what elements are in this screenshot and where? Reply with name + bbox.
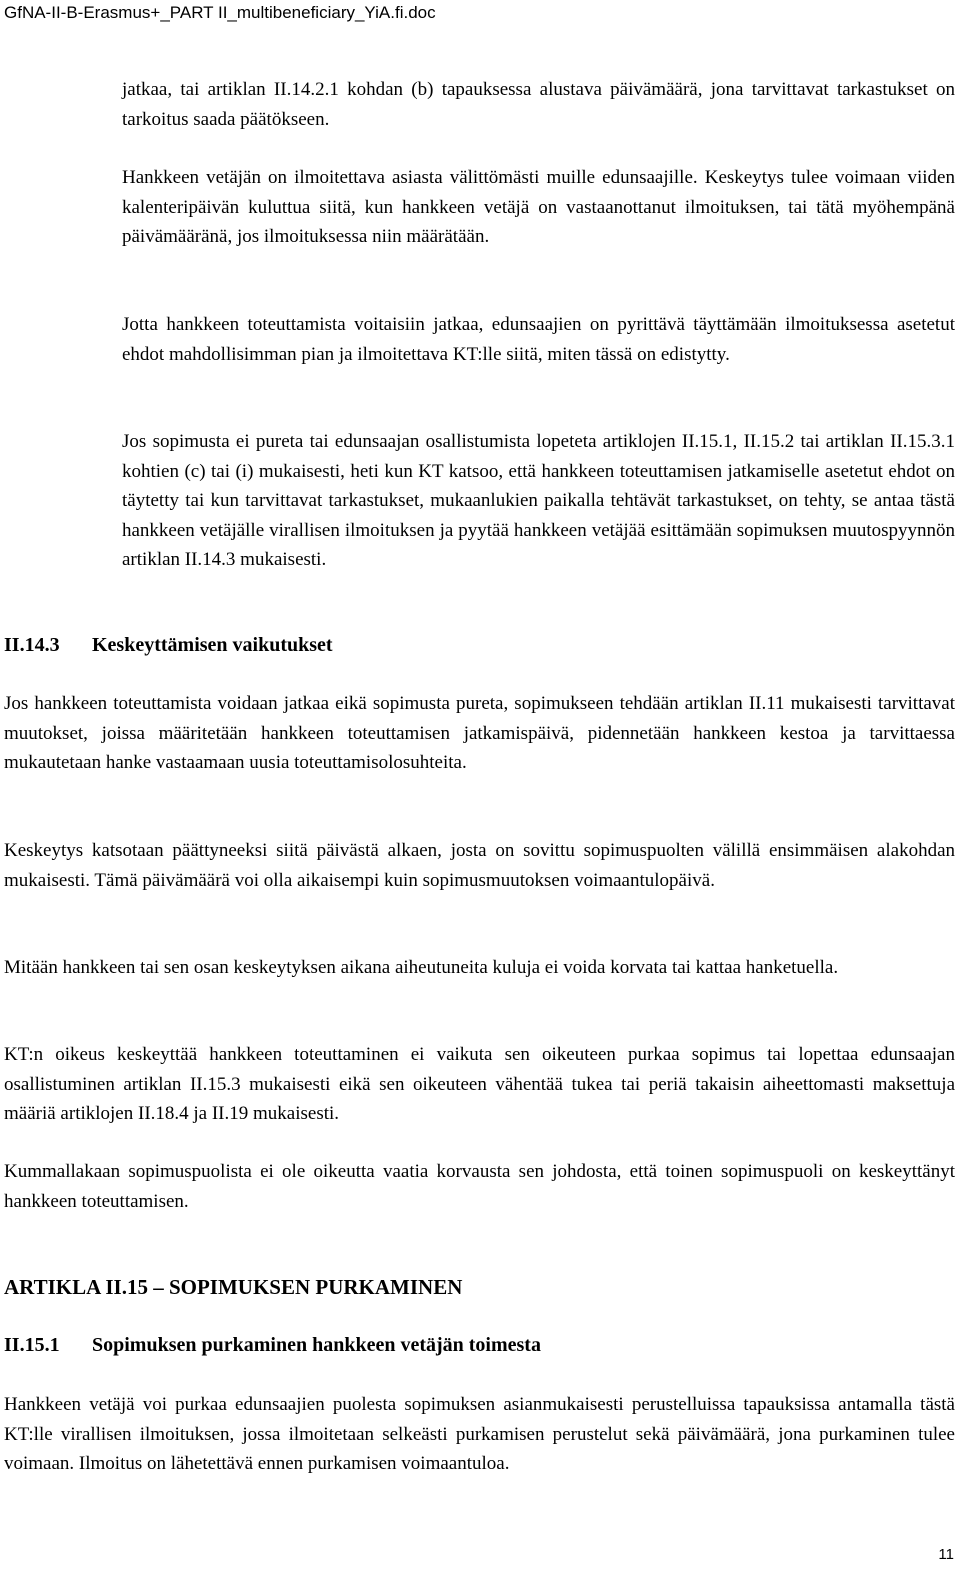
paragraph-suspension-end: Keskeytys katsotaan päättyneeksi siitä päivästä alkaen, josta on sovittu sopimuspuolten välillä ensimmäisen alakohdan mukaisesti. Tämä päivämäärä voi olla aikaisempi kuin sopimusmuutoksen voimaantulopäivä. bbox=[4, 840, 955, 891]
section-heading-ii-15-1 bbox=[4, 1332, 541, 1358]
paragraph-kt-rights: KT:n oikeus keskeyttää hankkeen toteuttaminen ei vaikuta sen oikeuteen purkaa sopimus tai lopettaa edunsaajan osallistuminen artiklan II.15.3 mukaisesti eikä sen oikeuteen vähentää tukea tai periä takaisin aiheettomasti maksettuja määriä artiklojen II.18.4 ja II.19 mukaisesti. bbox=[4, 1044, 955, 1124]
paragraph-notification: Hankkeen vetäjän on ilmoitettava asiasta välittömästi muille edunsaajille. Keskeytys tulee voimaan viiden kalenteripäivän kuluttua siitä, kun hankkeen vetäjä on vastaanottanut ilmoituksen, tai tätä myöhempänä päivämääränä, jos ilmoituksessa niin määrätään. bbox=[122, 167, 955, 247]
article-heading-ii-15: ARTIKLA II.15 – SOPIMUKSEN PURKAMINEN bbox=[4, 1275, 463, 1299]
paragraph-amendment: Jos hankkeen toteuttamista voidaan jatkaa eikä sopimusta pureta, sopimukseen tehdään artiklan II.11 mukaisesti tarvittavat muutokset, joissa määritetään hankkeen toteuttamisen jatkamispäivä, pidennetään hankkeen kestoa ja tarvittaessa mukautetaan hanke vastaamaan uusia toteuttamisolosuhteita. bbox=[4, 693, 955, 773]
page-number: 11 bbox=[938, 1546, 954, 1563]
paragraph-continuation: jatkaa, tai artiklan II.14.2.1 kohdan (b) tapauksessa alustava päivämäärä, jona tarvittavat tarkastukset on tarkoitus saada päätökseen. bbox=[122, 79, 955, 130]
section-number: II.15.1 bbox=[4, 1334, 60, 1356]
paragraph-continue-conditions: Jotta hankkeen toteuttamista voitaisiin jatkaa, edunsaajien on pyrittävä täyttämään ilmoituksessa asetetut ehdot mahdollisimman pian ja ilmoitettava KT:lle siitä, miten tässä on edistytty. bbox=[122, 314, 955, 365]
section-number: II.14.3 bbox=[4, 634, 60, 656]
paragraph-no-compensation: Kummallakaan sopimuspuolista ei ole oikeutta vaatia korvausta sen johdosta, että toinen sopimuspuoli on keskeyttänyt hankkeen toteuttamisen. bbox=[4, 1161, 955, 1212]
document-filename-header: GfNA-II-B-Erasmus+_PART II_multibeneficiary_YiA.fi.doc bbox=[4, 3, 436, 22]
paragraph-costs: Mitään hankkeen tai sen osan keskeytyksen aikana aiheutuneita kuluja ei voida korvata tai kattaa hanketuella. bbox=[4, 957, 839, 978]
section-heading-ii-14-3 bbox=[4, 632, 333, 658]
paragraph-termination-by-coordinator: Hankkeen vetäjä voi purkaa edunsaajien puolesta sopimuksen asianmukaisesti perustelluissa tapauksissa antamalla tästä KT:lle virallisen ilmoituksen, jossa ilmoitetaan selkeästi purkamisen perustelut sekä päivämäärä, jona purkaminen tulee voimaan. Ilmoitus on lähetettävä ennen purkamisen voimaantuloa. bbox=[4, 1394, 955, 1474]
section-title: Keskeyttämisen vaikutukset bbox=[92, 634, 333, 656]
paragraph-resumption: Jos sopimusta ei pureta tai edunsaajan osallistumista lopeteta artiklojen II.15.1, II.15.2 tai artiklan II.15.3.1 kohtien (c) tai (i) mukaisesti, heti kun KT katsoo, että hankkeen toteuttamisen jatkamiselle asetetut ehdot on täytetty tai kun tarvittavat tarkastukset, mukaanlukien paikalla tehtävät tarkastukset, on tehty, se antaa tästä hankkeen vetäjälle virallisen ilmoituksen ja pyytää hankkeen vetäjää esittämään sopimuksen muutospyynnön artiklan II.14.3 mukaisesti. bbox=[122, 431, 955, 570]
section-title: Sopimuksen purkaminen hankkeen vetäjän toimesta bbox=[92, 1334, 541, 1356]
